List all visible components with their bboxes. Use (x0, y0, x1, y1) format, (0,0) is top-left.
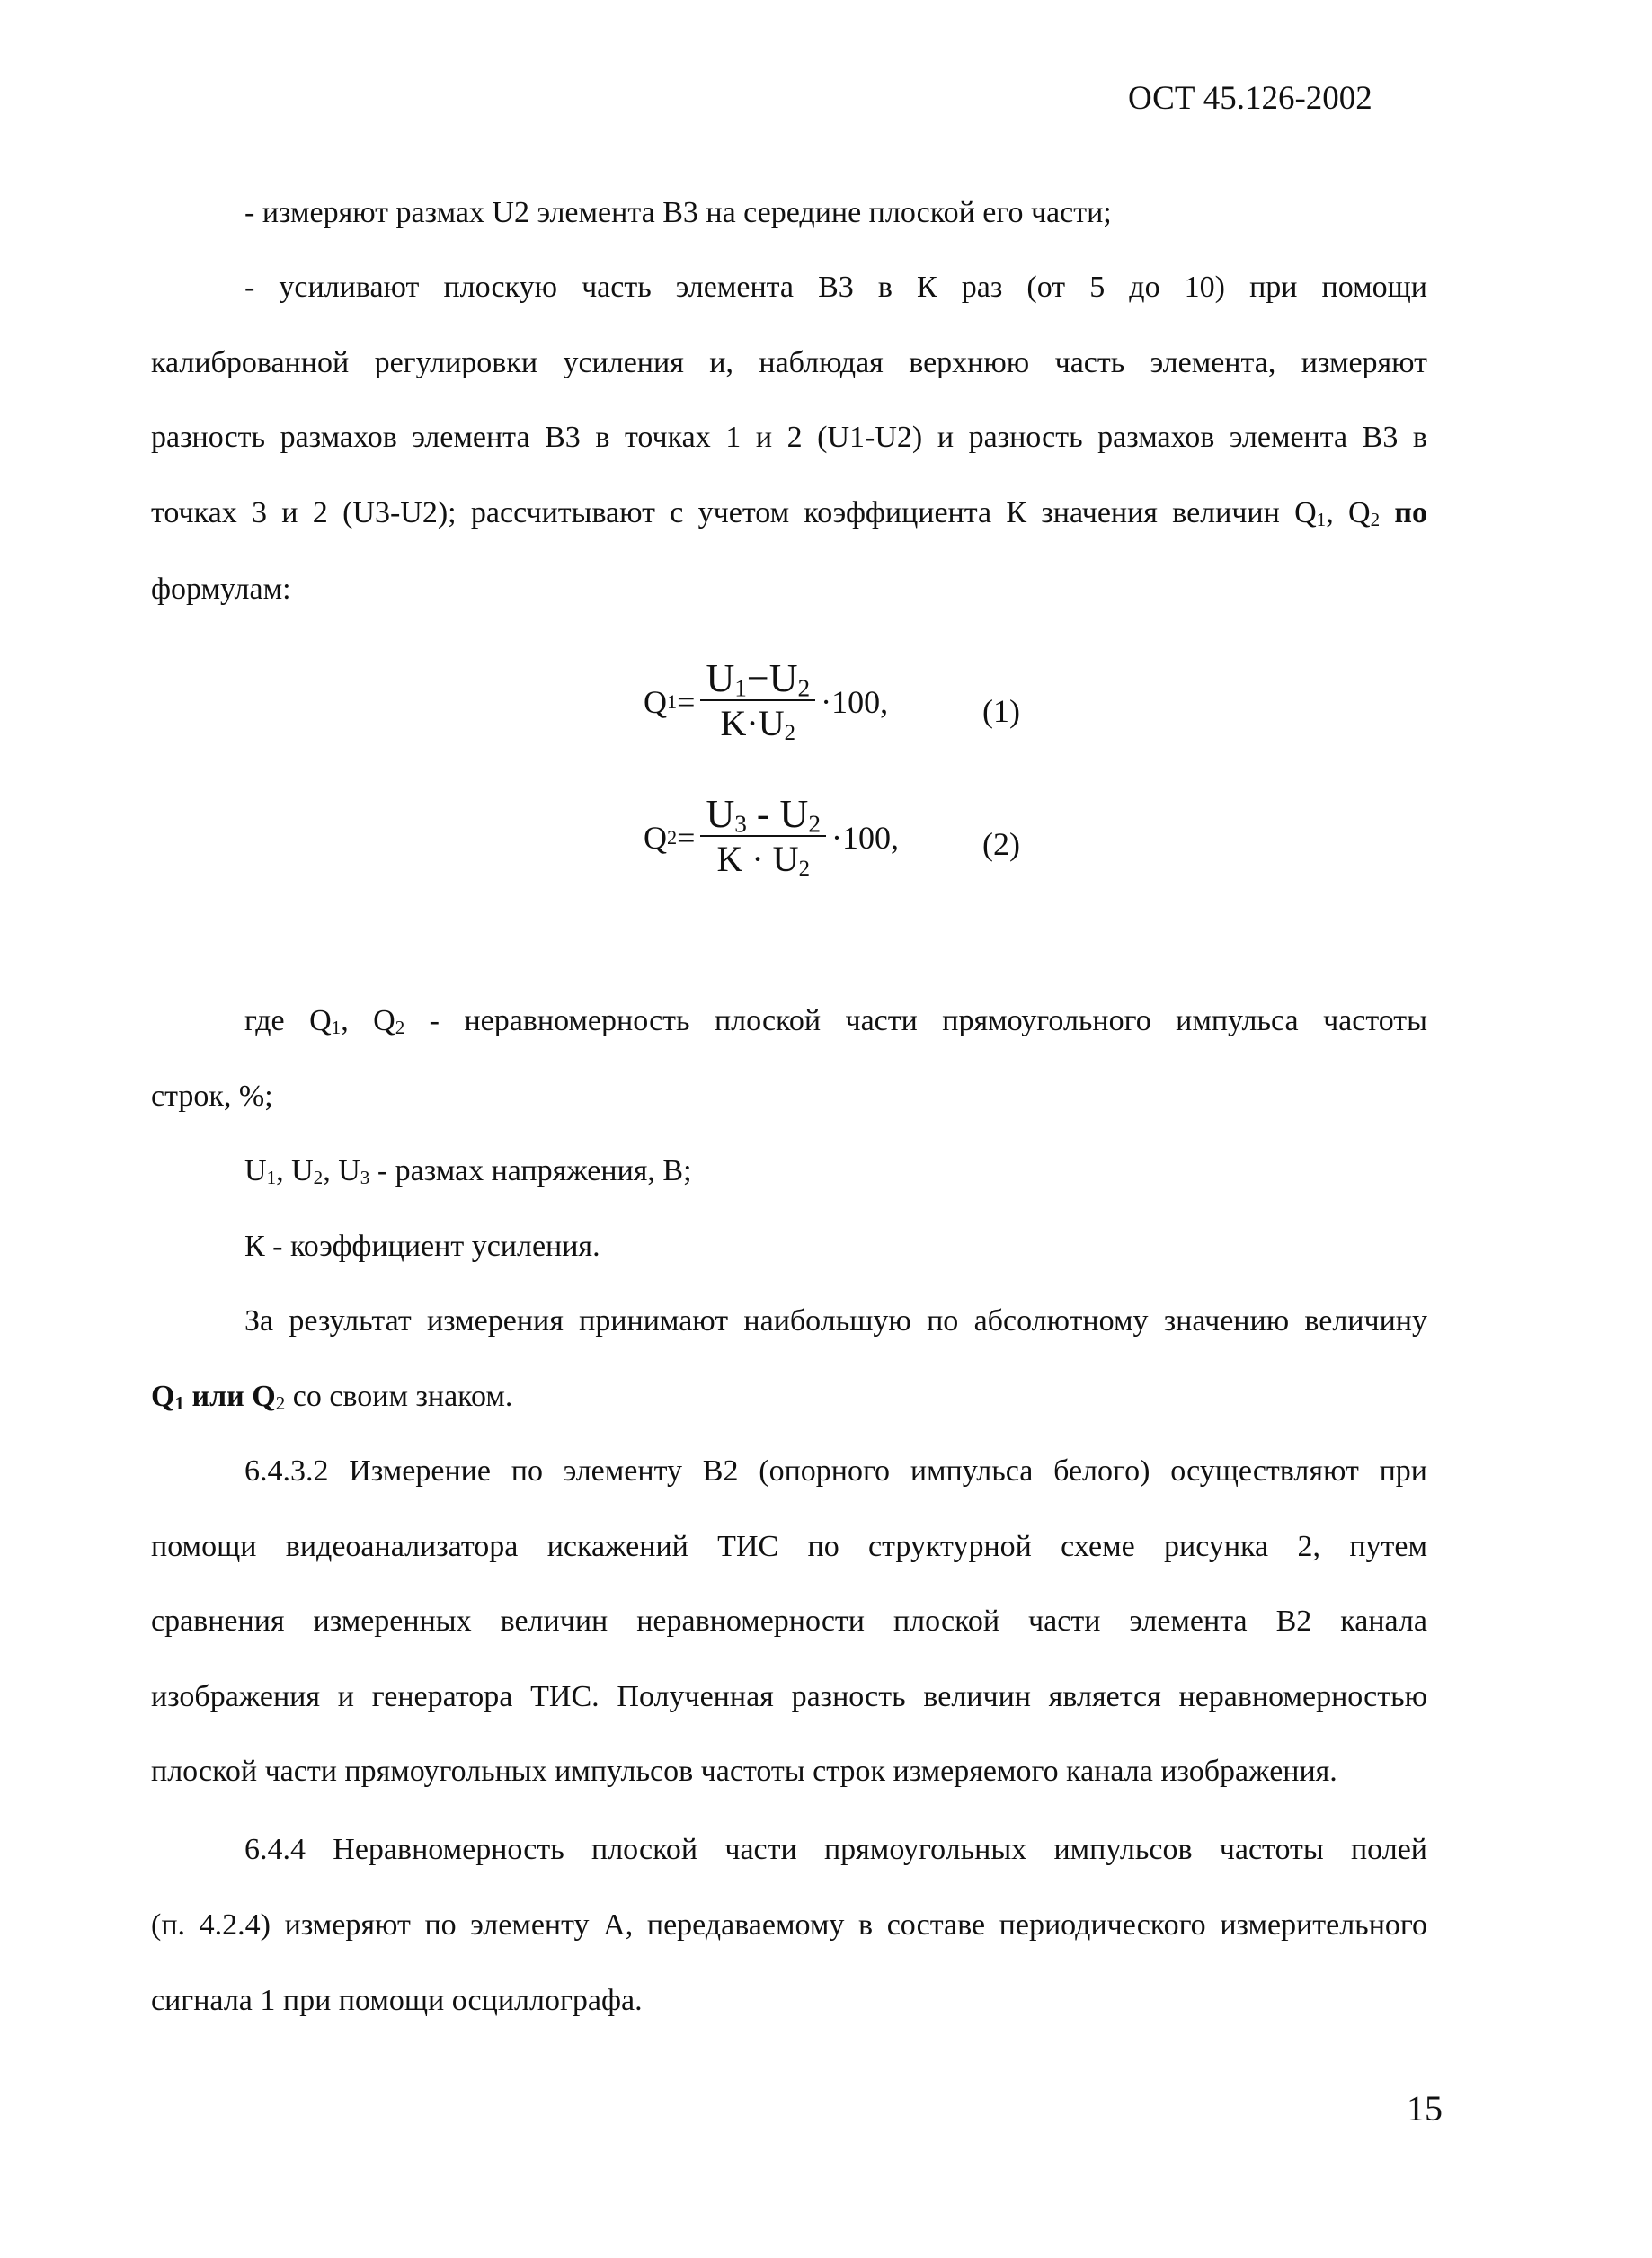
section-644-line-3: сигнала 1 при помощи осциллографа. (151, 1984, 643, 2017)
formula-1-label: (1) (982, 693, 1020, 729)
formula-2-label: (2) (982, 826, 1020, 862)
section-6432-line-5: плоской части прямоугольных импульсов частоты строк измеряемого канала изображения. (151, 1755, 1337, 1788)
intro-item-2-line-2: калиброванной регулировки усиления и, наблюдая верхнюю часть элемента, измеряют (151, 346, 1427, 379)
section-6432-line-2: помощи видеоанализатора искажений ТИС по структурной схеме рисунка 2, путем (151, 1530, 1427, 1563)
document-code: ОСТ 45.126-2002 (1128, 80, 1372, 117)
formula-2-fraction: $\frac{U_3 - U_2}{K \cdot U_2}$ (700, 794, 826, 882)
section-6432-line-4: изображения и генератора ТИС. Полученная разность величин является неравномерностью (151, 1680, 1427, 1713)
section-644-line-2: (п. 4.2.4) измеряют по элементу А, передаваемому в составе периодического измерительного (151, 1908, 1427, 1942)
section-6432-line-1: 6.4.3.2 Измерение по элементу В2 (опорного импульса белого) осуществляют при (244, 1454, 1427, 1488)
definition-q: где $Q_1$, $Q_2$ - неравномерность плоской части прямоугольного импульса частоты (244, 1004, 1428, 1039)
result-line-2: $Q_1$ или $Q_2$ со своим знаком. (151, 1380, 513, 1415)
intro-item-2-line-1: - усиливают плоскую часть элемента В3 в К раз (от 5 до 10) при помощи (244, 271, 1427, 304)
intro-item-2-line-5: формулам: (151, 573, 291, 606)
result-line-1: За результат измерения принимают наибольшую по абсолютному значению величину (244, 1304, 1427, 1338)
definition-u: $U_1$, $U_2$, $U_3$ - размах напряжения, В; (244, 1154, 692, 1189)
formula-2: Q 2 = $\frac{U_3 - U_2}{K \cdot U_2}$ ·100 , (644, 792, 899, 881)
intro-item-1: - измеряют размах U2 элемента В3 на середине плоской его части; (244, 196, 1112, 229)
formula-1-fraction: $\frac{U_1-U_2}{K\cdot U_2}$ (700, 658, 815, 746)
formula-1: Q 1 = $\frac{U_1-U_2}{K\cdot U_2}$ ·100 , (644, 656, 889, 745)
definition-q-continued: строк, %; (151, 1080, 273, 1113)
intro-item-2-line-3: разность размахов элемента В3 в точках 1 и 2 (U1-U2) и разность размахов элемента В3 в (151, 421, 1427, 454)
section-6432-line-3: сравнения измеренных величин неравномерности плоской части элемента В2 канала (151, 1605, 1427, 1638)
section-644-line-1: 6.4.4 Неравномерность плоской части прямоугольных импульсов частоты полей (244, 1833, 1427, 1866)
intro-item-2-line-4: точках 3 и 2 (U3-U2); рассчитывают с учетом коэффициента К значения величин $Q_1$, $Q_2$ по (151, 496, 1427, 531)
page-number: 15 (1407, 2088, 1443, 2129)
definition-k: К - коэффициент усиления. (244, 1230, 600, 1263)
